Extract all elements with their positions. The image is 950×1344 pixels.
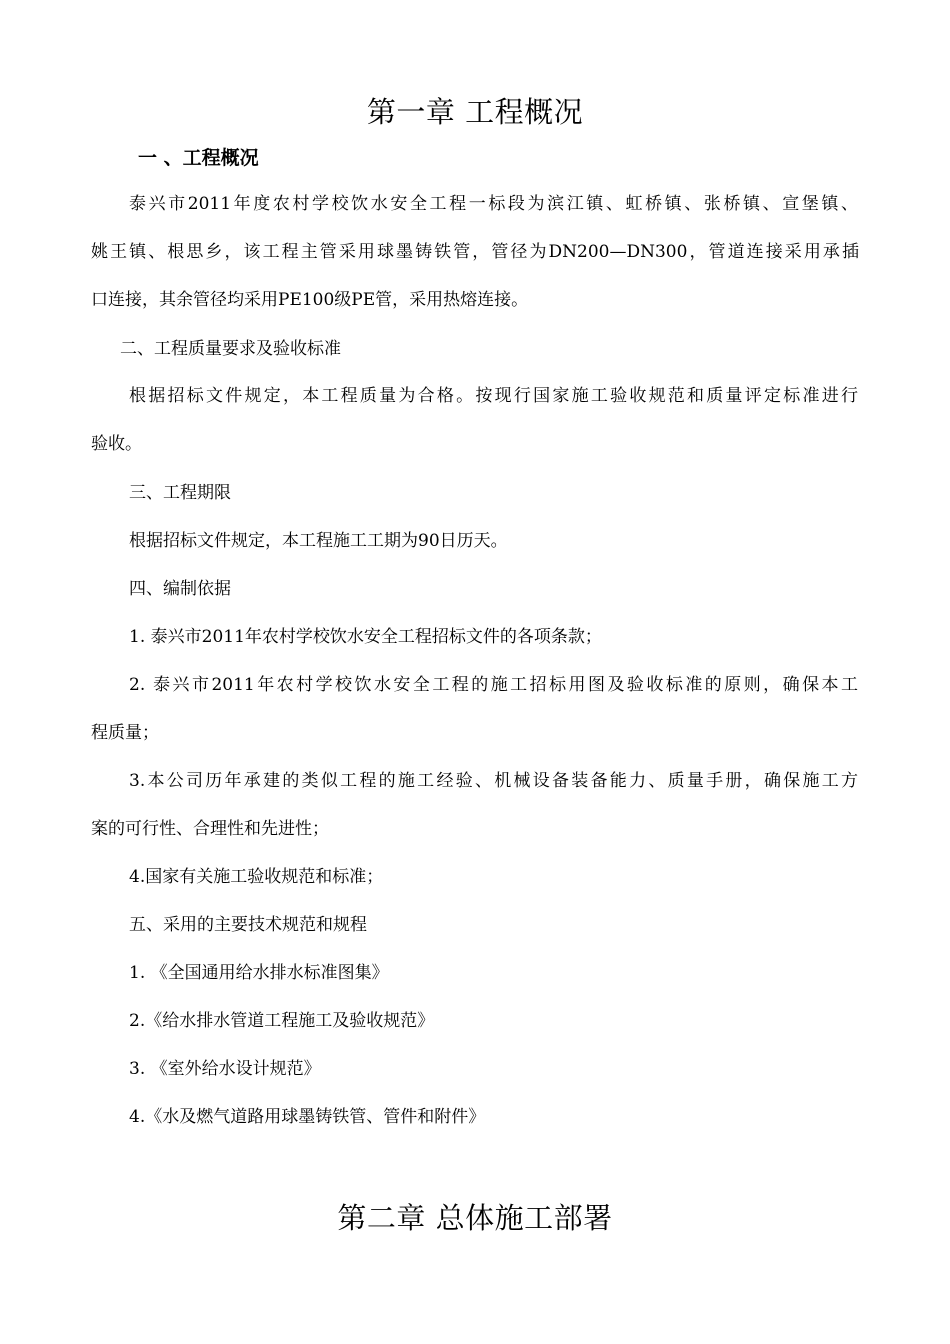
section-5-item-1: 1. 《全国通用给水排水标准图集》	[129, 963, 389, 983]
section-5-heading: 五、采用的主要技术规范和规程	[129, 915, 367, 935]
section-5-item-2: 2.《给水排水管道工程施工及验收规范》	[129, 1011, 435, 1031]
chapter-2-title: 第二章 总体施工部署	[337, 1201, 613, 1235]
section-2-paragraph-line-2: 验收。	[91, 434, 142, 454]
section-4-item-2-line-1: 2. 泰兴市2011年农村学校饮水安全工程的施工招标用图及验收标准的原则，确保本工	[129, 675, 858, 695]
section-5-item-3: 3. 《室外给水设计规范》	[129, 1059, 321, 1079]
section-3-paragraph: 根据招标文件规定，本工程施工工期为90日历天。	[129, 531, 508, 551]
section-4-item-3-line-1: 3.本公司历年承建的类似工程的施工经验、机械设备装备能力、质量手册，确保施工方	[129, 771, 858, 791]
section-2-heading: 二、工程质量要求及验收标准	[120, 339, 341, 359]
section-5-item-4: 4.《水及燃气道路用球墨铸铁管、管件和附件》	[129, 1107, 486, 1127]
section-3-heading: 三、工程期限	[129, 483, 231, 503]
section-1-paragraph-line-3: 口连接，其余管径均采用PE100级PE管，采用热熔连接。	[91, 290, 529, 310]
section-4-item-3-line-2: 案的可行性、合理性和先进性；	[91, 819, 329, 839]
section-1-paragraph-line-2: 姚王镇、根思乡，该工程主管采用球墨铸铁管，管径为DN200—DN300，管道连接采用承插	[91, 242, 859, 262]
section-1-heading: 一 、工程概况	[138, 147, 259, 169]
section-4-item-1: 1. 泰兴市2011年农村学校饮水安全工程招标文件的各项条款；	[129, 627, 602, 647]
chapter-1-title: 第一章 工程概况	[366, 95, 584, 129]
section-1-paragraph-line-1: 泰兴市2011年度农村学校饮水安全工程一标段为滨江镇、虹桥镇、张桥镇、宣堡镇、	[129, 194, 858, 214]
section-4-item-2-line-2: 程质量；	[91, 723, 159, 743]
section-4-heading: 四、编制依据	[129, 579, 231, 599]
section-2-paragraph-line-1: 根据招标文件规定，本工程质量为合格。按现行国家施工验收规范和质量评定标准进行	[129, 386, 858, 406]
section-4-item-4: 4.国家有关施工验收规范和标准；	[129, 867, 384, 887]
